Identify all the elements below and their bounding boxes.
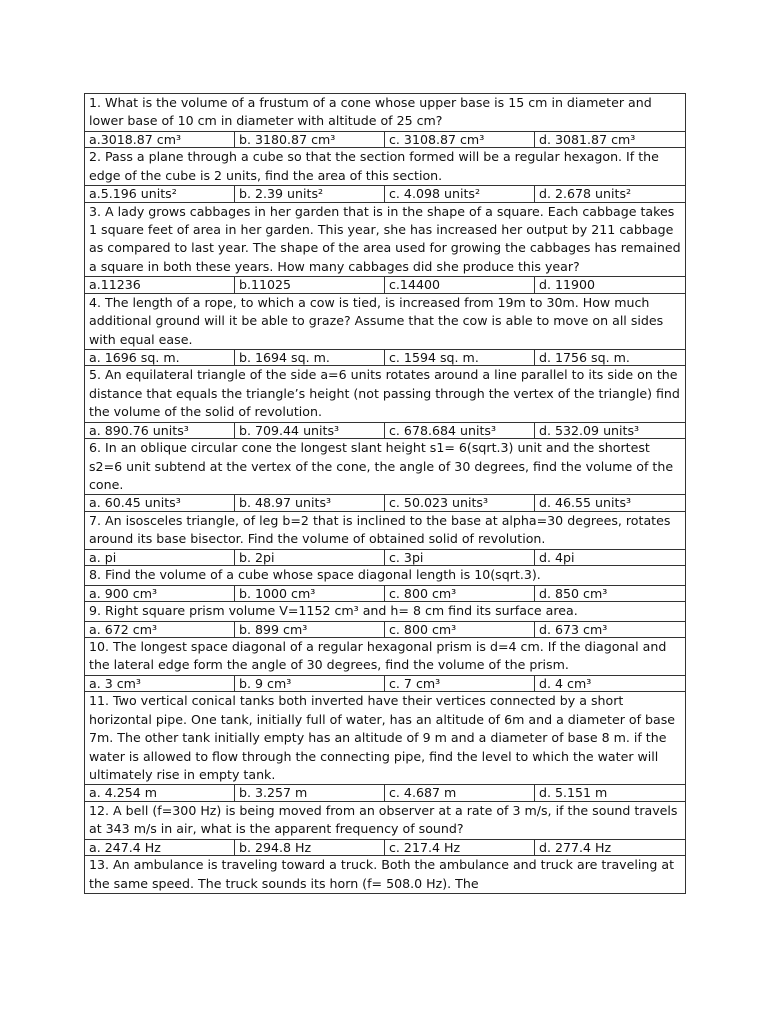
option-b: b. 709.44 units³ [235,422,385,439]
question-row-3 [85,202,686,277]
option-a: a. 900 cm³ [85,585,235,602]
option-d: d. 4pi [535,549,686,566]
option-d: d. 11900 [535,277,686,294]
option-a: a. 890.76 units³ [85,422,235,439]
question-row-1 [85,94,686,132]
option-d: d. 277.4 Hz [535,839,686,856]
question-text: 7. An isosceles triangle, of leg b=2 that is inclined to the base at alpha=30 degrees, rotates around its base bisector. Find the volume of obtained solid of revolution. [85,511,686,549]
option-b: b. 3.257 m [235,785,385,802]
question-row-7 [85,511,686,549]
option-a: a. 672 cm³ [85,621,235,638]
option-a: a. pi [85,549,235,566]
question-text: 13. An ambulance is traveling toward a truck. Both the ambulance and truck are traveling at the same speed. The truck sounds its horn (f= 508.0 Hz). The [85,856,686,894]
option-c: c. 7 cm³ [385,675,535,692]
question-row-5 [85,366,686,422]
question-text: 4. The length of a rope, to which a cow is tied, is increased from 19m to 30m. How much additional ground will it be able to graze? Assume that the cow is able to move on all sides with equal ease. [85,293,686,349]
option-c: c. 3108.87 cm³ [385,131,535,148]
option-a: a.3018.87 cm³ [85,131,235,148]
option-c: c. 800 cm³ [385,621,535,638]
question-text: 1. What is the volume of a frustum of a cone whose upper base is 15 cm in diameter and lower base of 10 cm in diameter with altitude of 25 cm? [85,94,686,132]
question-text: 11. Two vertical conical tanks both inverted have their vertices connected by a short horizontal pipe. One tank, initially full of water, has an altitude of 6m and a diameter of base 7m. The other tank initially empty has an altitude of 9 m and a diameter of base 8 m. if the water is allowed to flow through the connecting pipe, find the level to which the water will ultimately rise in empty tank. [85,692,686,785]
option-c: c. 3pi [385,549,535,566]
option-d: d. 3081.87 cm³ [535,131,686,148]
option-d: d. 46.55 units³ [535,495,686,512]
option-b: b. 48.97 units³ [235,495,385,512]
question-text: 6. In an oblique circular cone the longest slant height s1= 6(sqrt.3) unit and the shortest s2=6 unit subtend at the vertex of the cone, the angle of 30 degrees, find the volume of the cone. [85,439,686,495]
options-row-2 [85,186,686,203]
option-b: b. 1000 cm³ [235,585,385,602]
option-d: d. 4 cm³ [535,675,686,692]
option-b: b. 294.8 Hz [235,839,385,856]
question-row-13 [85,856,686,894]
options-row-3 [85,277,686,294]
option-c: c. 678.684 units³ [385,422,535,439]
question-text: 8. Find the volume of a cube whose space diagonal length is 10(sqrt.3). [85,566,686,585]
options-row-7 [85,549,686,566]
option-b: b. 3180.87 cm³ [235,131,385,148]
option-d: d. 5.151 m [535,785,686,802]
option-a: a. 1696 sq. m. [85,349,235,366]
question-row-11 [85,692,686,785]
option-b: b. 899 cm³ [235,621,385,638]
question-row-4 [85,293,686,349]
option-a: a.5.196 units² [85,186,235,203]
option-a: a.11236 [85,277,235,294]
options-row-6 [85,495,686,512]
option-d: d. 1756 sq. m. [535,349,686,366]
option-a: a. 247.4 Hz [85,839,235,856]
option-a: a. 4.254 m [85,785,235,802]
option-c: c. 1594 sq. m. [385,349,535,366]
options-row-12 [85,839,686,856]
option-c: c. 800 cm³ [385,585,535,602]
question-row-12 [85,801,686,839]
question-row-8 [85,566,686,585]
option-a: a. 60.45 units³ [85,495,235,512]
question-row-10 [85,638,686,676]
option-b: b. 1694 sq. m. [235,349,385,366]
option-c: c. 50.023 units³ [385,495,535,512]
options-row-5 [85,422,686,439]
options-row-8 [85,585,686,602]
option-b: b. 2pi [235,549,385,566]
option-c: c.14400 [385,277,535,294]
option-c: c. 4.098 units² [385,186,535,203]
option-d: d. 673 cm³ [535,621,686,638]
question-text: 9. Right square prism volume V=1152 cm³ and h= 8 cm find its surface area. [85,602,686,621]
options-row-10 [85,675,686,692]
question-row-6 [85,439,686,495]
option-b: b. 9 cm³ [235,675,385,692]
question-text: 5. An equilateral triangle of the side a=6 units rotates around a line parallel to its side on the distance that equals the triangle’s height (not passing through the vertex of the triangle) find the volume of the solid of revolution. [85,366,686,422]
options-row-1 [85,131,686,148]
question-text: 10. The longest space diagonal of a regular hexagonal prism is d=4 cm. If the diagonal and the lateral edge form the angle of 30 degrees, find the volume of the prism. [85,638,686,676]
option-b: b. 2.39 units² [235,186,385,203]
question-text: 12. A bell (f=300 Hz) is being moved from an observer at a rate of 3 m/s, if the sound travels at 343 m/s in air, what is the apparent frequency of sound? [85,801,686,839]
question-row-9 [85,602,686,621]
options-row-11 [85,785,686,802]
option-d: d. 532.09 units³ [535,422,686,439]
option-c: c. 217.4 Hz [385,839,535,856]
quiz-table [84,93,686,894]
quiz-page [84,93,685,894]
options-row-4 [85,349,686,366]
option-c: c. 4.687 m [385,785,535,802]
question-text: 2. Pass a plane through a cube so that the section formed will be a regular hexagon. If the edge of the cube is 2 units, find the area of this section. [85,148,686,186]
option-d: d. 850 cm³ [535,585,686,602]
option-d: d. 2.678 units² [535,186,686,203]
question-row-2 [85,148,686,186]
options-row-9 [85,621,686,638]
question-text: 3. A lady grows cabbages in her garden that is in the shape of a square. Each cabbage takes 1 square feet of area in her garden. This year, she has increased her output by 211 cabbage as compared to last year. The shape of the area used for growing the cabbages has remained a square in both these years. How many cabbages did she produce this year? [85,202,686,277]
option-b: b.11025 [235,277,385,294]
option-a: a. 3 cm³ [85,675,235,692]
